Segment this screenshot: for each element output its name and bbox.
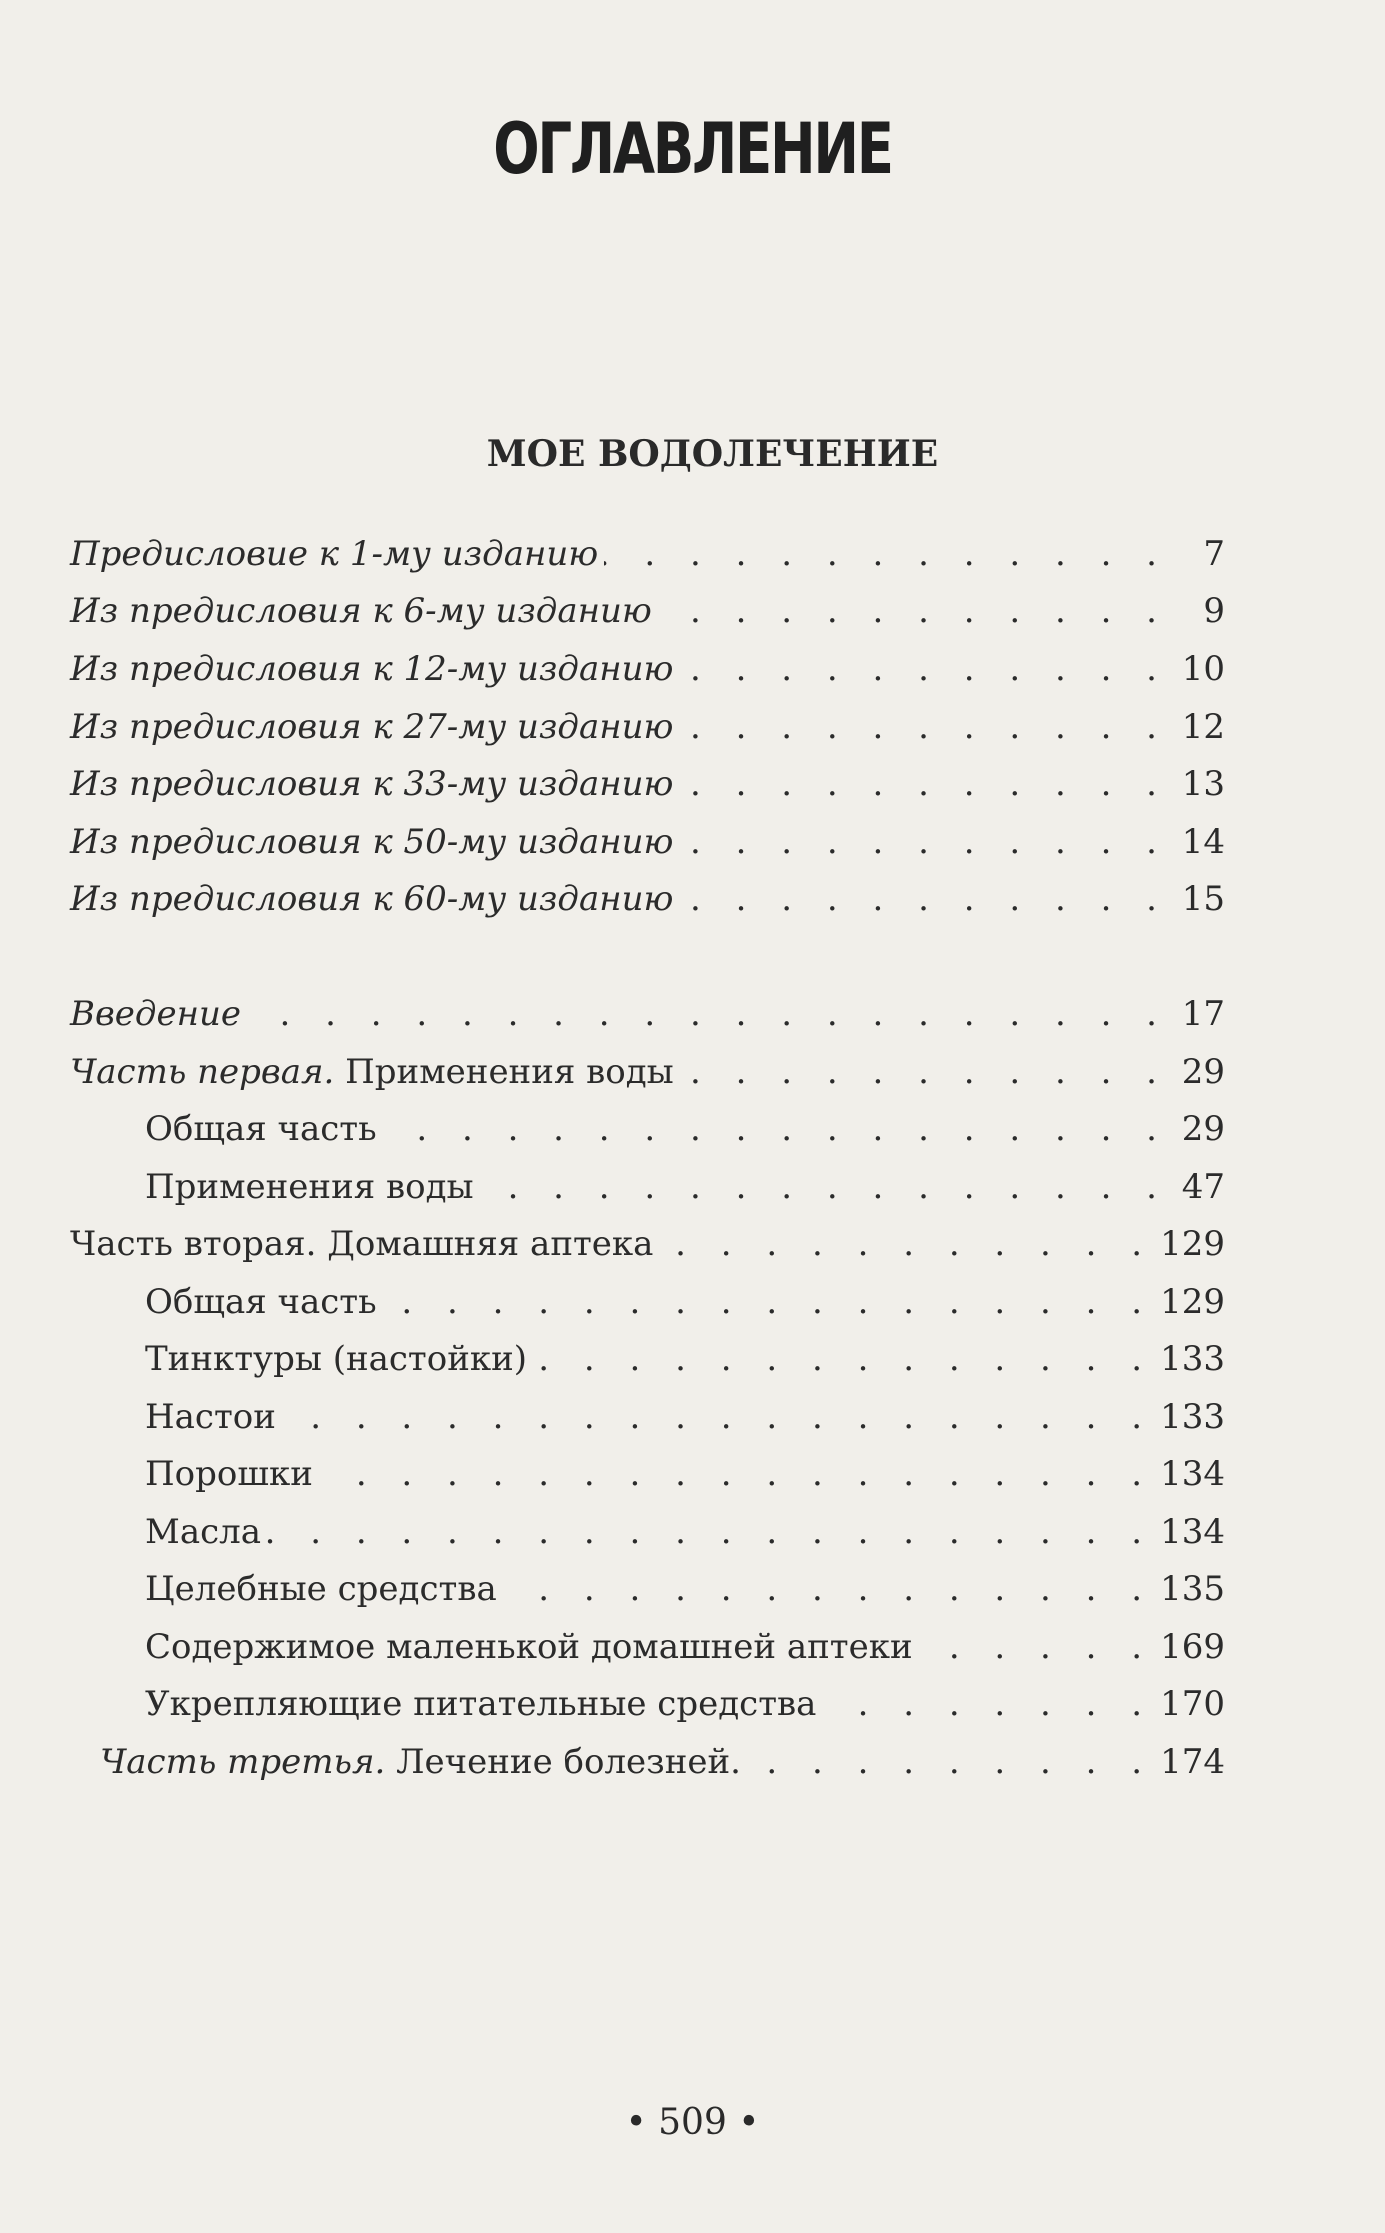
toc-entry[interactable] bbox=[70, 1040, 1225, 1092]
toc-page-number: 134 bbox=[1160, 1512, 1225, 1552]
leader-dots bbox=[919, 1627, 1154, 1667]
toc-page-number: 47 bbox=[1181, 1167, 1225, 1207]
toc-entry[interactable] bbox=[70, 752, 1225, 804]
toc-entry-text: Масла bbox=[145, 1512, 261, 1552]
toc-entry[interactable] bbox=[70, 1212, 1225, 1264]
toc-page-number: 133 bbox=[1160, 1397, 1225, 1437]
page-number: • 509 • bbox=[625, 2102, 760, 2143]
toc-entry-italic: Из предисловия к 60-му изданию bbox=[70, 879, 674, 919]
leader-dots bbox=[282, 1397, 1154, 1437]
toc-subentry[interactable] bbox=[145, 1270, 1225, 1322]
toc-entry[interactable] bbox=[70, 637, 1225, 689]
toc-subentry[interactable] bbox=[145, 1672, 1225, 1724]
toc-entry[interactable] bbox=[70, 982, 1225, 1034]
toc-entry-text: Применения воды bbox=[334, 1052, 674, 1092]
toc-page-number: 129 bbox=[1160, 1282, 1225, 1322]
leader-dots bbox=[659, 1224, 1154, 1264]
toc-subentry[interactable] bbox=[145, 1615, 1225, 1667]
toc-page-number: 15 bbox=[1181, 879, 1225, 919]
leader-dots bbox=[480, 1167, 1169, 1207]
toc-page-number: 14 bbox=[1181, 822, 1225, 862]
section-title: МОЕ ВОДОЛЕЧЕНИЕ bbox=[486, 433, 939, 475]
toc-page-number: 29 bbox=[1181, 1109, 1225, 1149]
toc-page-number: 133 bbox=[1160, 1339, 1225, 1379]
toc-page-number: 174 bbox=[1160, 1742, 1225, 1782]
toc-page-number: 135 bbox=[1160, 1569, 1225, 1609]
toc-entry-italic: Часть первая. bbox=[70, 1052, 335, 1092]
toc-entry-text: Настои bbox=[145, 1397, 276, 1437]
toc-entry-italic: Из предисловия к 27-му изданию bbox=[70, 707, 674, 747]
toc-entry-italic: Из предисловия к 6-му изданию bbox=[70, 591, 652, 631]
toc-subentry[interactable] bbox=[145, 1385, 1225, 1437]
toc-subentry[interactable] bbox=[145, 1327, 1225, 1379]
leader-dots bbox=[319, 1454, 1154, 1494]
toc-subentry[interactable] bbox=[145, 1557, 1225, 1609]
toc-entry-text: Содержимое маленькой домашней аптеки bbox=[145, 1627, 913, 1667]
toc-entry[interactable] bbox=[70, 867, 1225, 919]
toc-page-number: 29 bbox=[1181, 1052, 1225, 1092]
leader-dots bbox=[679, 764, 1169, 804]
leader-dots bbox=[533, 1339, 1154, 1379]
toc-entry-text: Общая часть bbox=[145, 1109, 377, 1149]
toc-subentry[interactable] bbox=[145, 1155, 1225, 1207]
toc-page-number: 7 bbox=[1203, 534, 1225, 574]
leader-dots bbox=[679, 879, 1169, 919]
leader-dots bbox=[679, 822, 1169, 862]
toc-page-number: 169 bbox=[1160, 1627, 1225, 1667]
toc-entry[interactable] bbox=[70, 522, 1225, 574]
toc-entry-text: Целебные средства bbox=[145, 1569, 497, 1609]
toc-entry-italic: Часть третья. bbox=[100, 1742, 386, 1782]
toc-entry-italic: Из предисловия к 33-му изданию bbox=[70, 764, 674, 804]
leader-dots bbox=[604, 534, 1169, 574]
leader-dots bbox=[680, 1052, 1169, 1092]
toc-page-number: 13 bbox=[1181, 764, 1225, 804]
toc-entry-text: Применения воды bbox=[145, 1167, 474, 1207]
leader-dots bbox=[658, 591, 1169, 631]
toc-subentry[interactable] bbox=[145, 1097, 1225, 1149]
toc-entry-text: Общая часть bbox=[145, 1282, 377, 1322]
toc-entry-text: Порошки bbox=[145, 1454, 313, 1494]
toc-subentry[interactable] bbox=[145, 1500, 1225, 1552]
leader-dots bbox=[383, 1282, 1155, 1322]
toc-page-number: 134 bbox=[1160, 1454, 1225, 1494]
toc-entry-text: Тинктуры (настойки) bbox=[145, 1339, 528, 1379]
toc-entry-italic: Из предисловия к 50-му изданию bbox=[70, 822, 674, 862]
leader-dots bbox=[503, 1569, 1154, 1609]
toc-entry-italic: Введение bbox=[70, 994, 241, 1034]
toc-entry-italic: Из предисловия к 12-му изданию bbox=[70, 649, 674, 689]
toc-page-number: 129 bbox=[1160, 1224, 1225, 1264]
leader-dots bbox=[679, 707, 1169, 747]
leader-dots bbox=[247, 994, 1169, 1034]
toc-entry-text: Укрепляющие питательные средства bbox=[145, 1684, 817, 1724]
toc-entry[interactable] bbox=[70, 579, 1225, 631]
toc-entry-text: Часть вторая. Домашняя аптека bbox=[70, 1224, 654, 1264]
leader-dots bbox=[383, 1109, 1169, 1149]
main-title: ОГЛАВЛЕНИЕ bbox=[493, 108, 892, 190]
toc-page-number: 10 bbox=[1181, 649, 1225, 689]
toc-entry-text: Лечение болезней. bbox=[385, 1742, 741, 1782]
leader-dots bbox=[747, 1742, 1154, 1782]
toc-entry[interactable] bbox=[100, 1730, 1225, 1782]
leader-dots bbox=[822, 1684, 1154, 1724]
toc-subentry[interactable] bbox=[145, 1442, 1225, 1494]
toc-entry[interactable] bbox=[70, 695, 1225, 747]
toc-entry-italic: Предисловие к 1-му изданию bbox=[70, 534, 599, 574]
toc-page-number: 170 bbox=[1160, 1684, 1225, 1724]
leader-dots bbox=[267, 1512, 1154, 1552]
leader-dots bbox=[679, 649, 1169, 689]
toc-page-number: 17 bbox=[1181, 994, 1225, 1034]
toc-page-number: 12 bbox=[1181, 707, 1225, 747]
toc-entry[interactable] bbox=[70, 810, 1225, 862]
toc-page-number: 9 bbox=[1203, 591, 1225, 631]
